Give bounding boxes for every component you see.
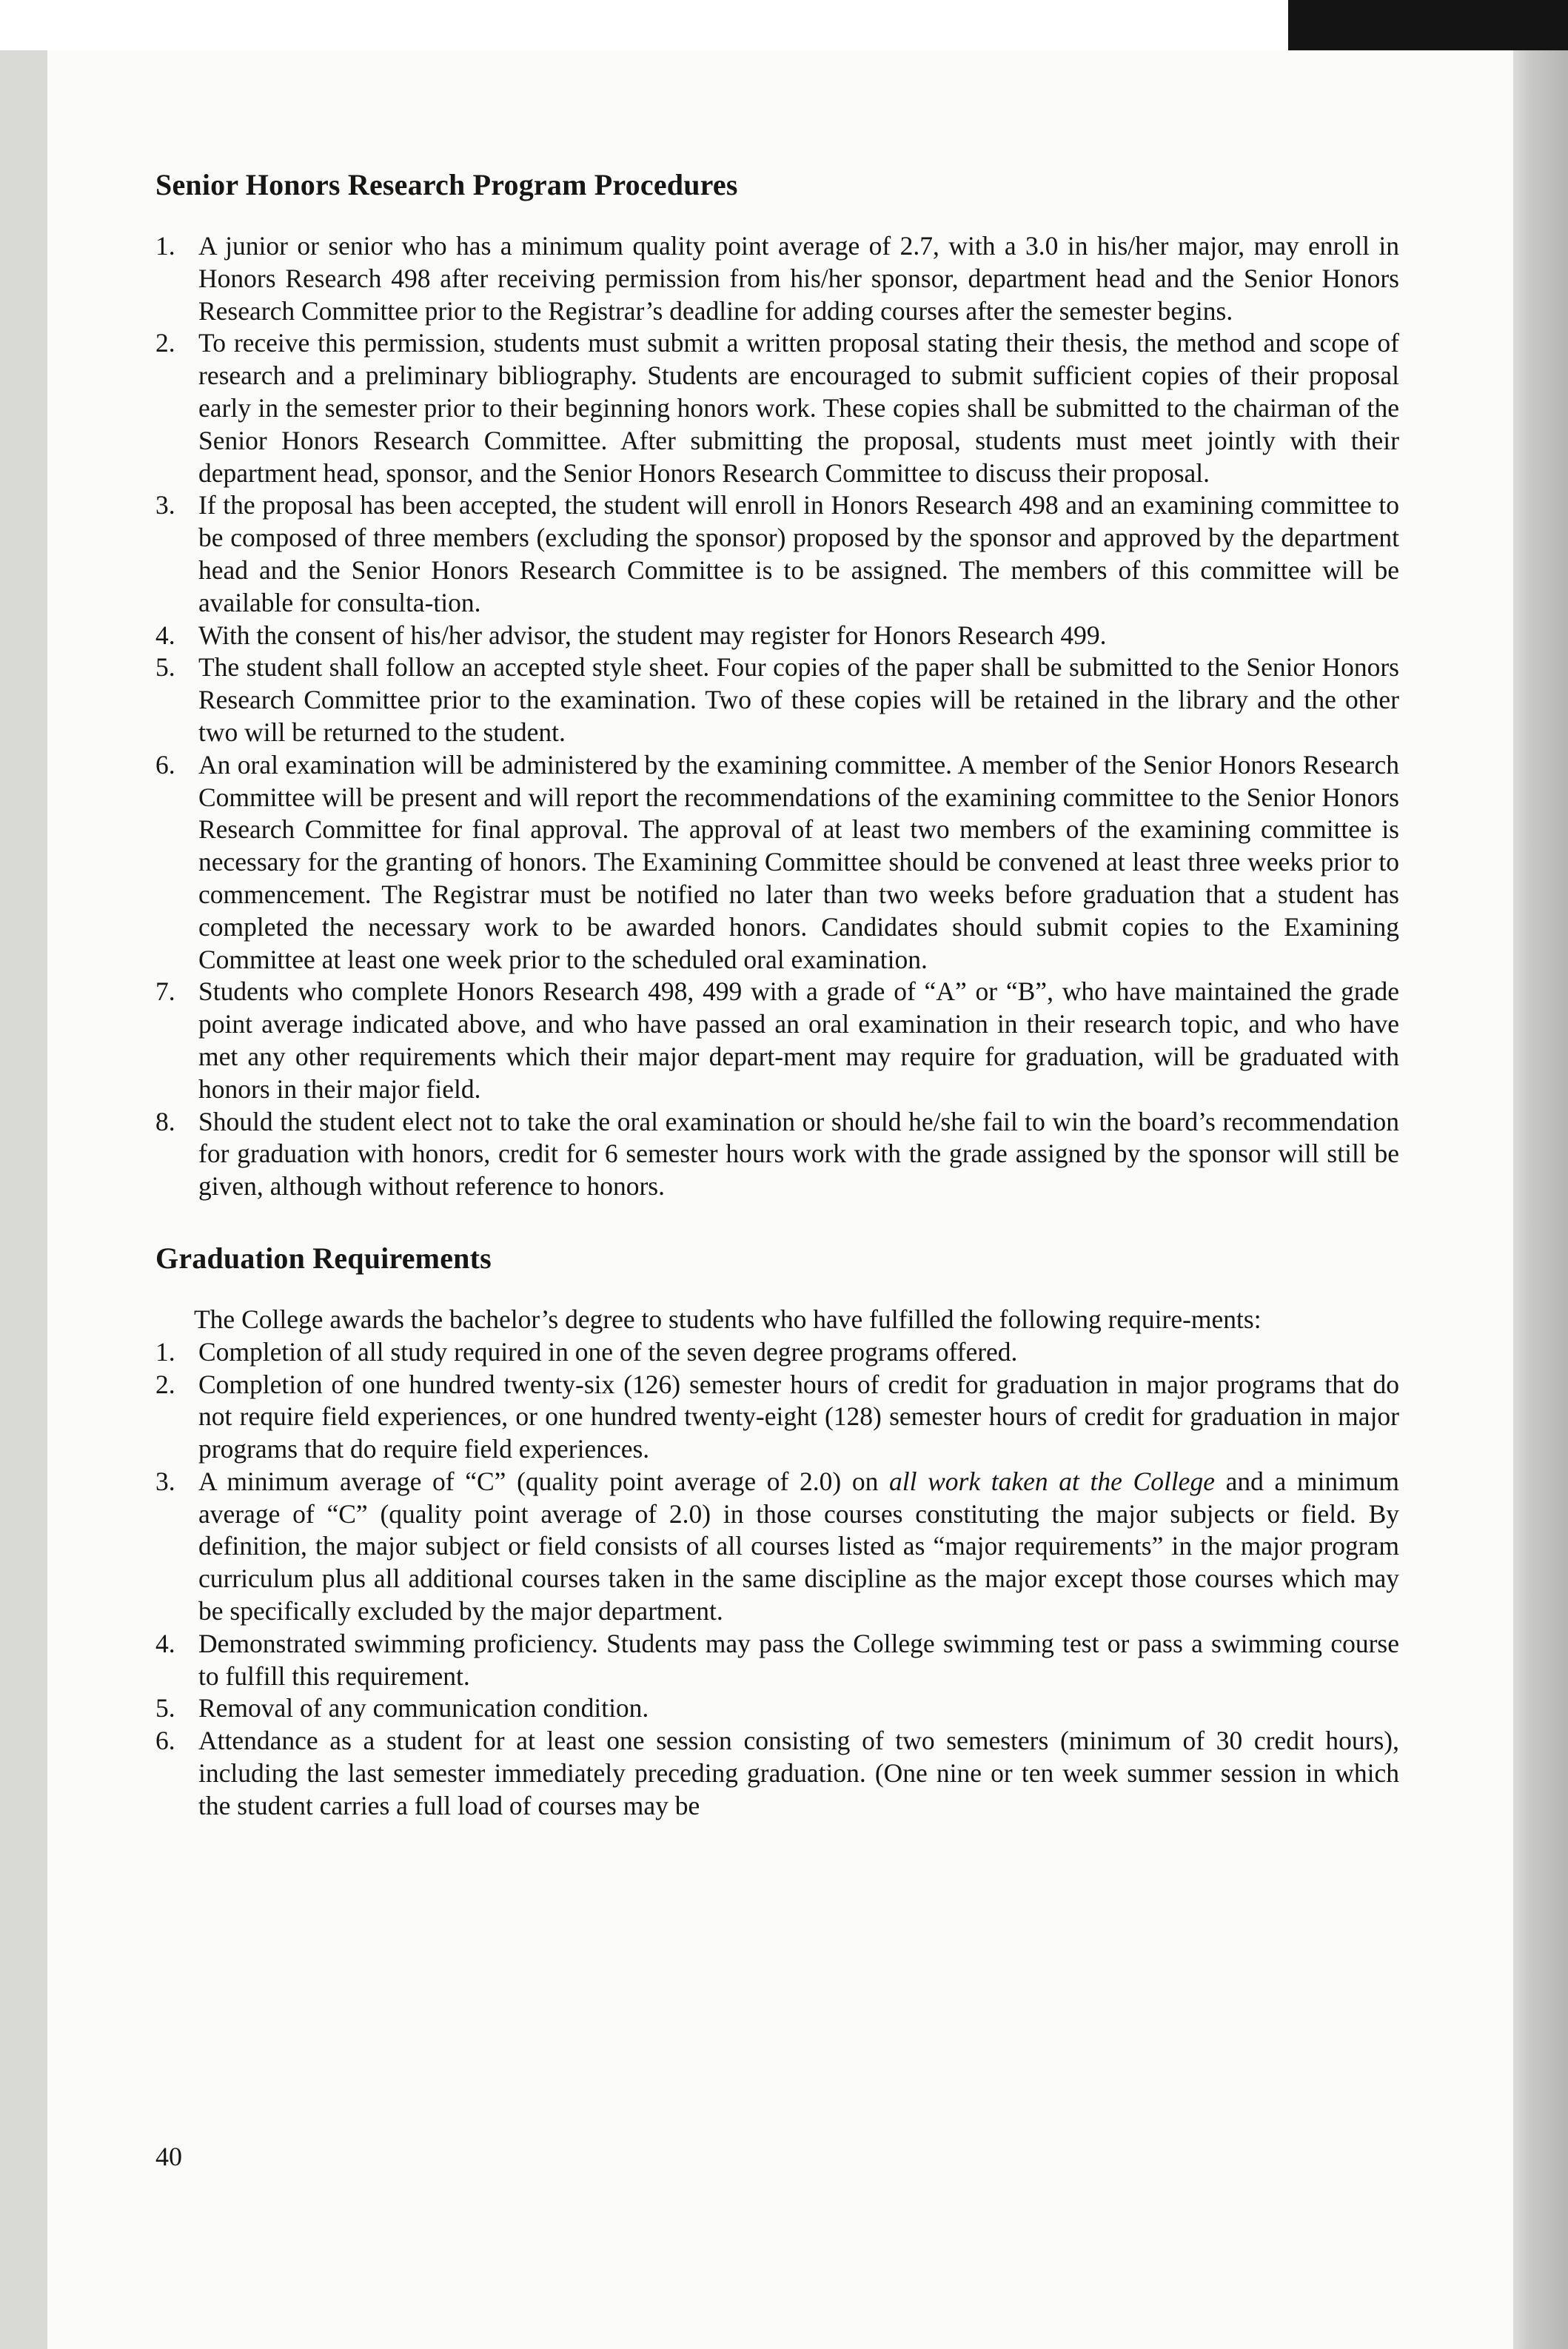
list-item xyxy=(155,230,1399,327)
list-item xyxy=(155,1466,1399,1628)
honors-procedures-list xyxy=(155,230,1399,1203)
list-item xyxy=(155,1628,1399,1693)
section-heading-honors: Senior Honors Research Program Procedures xyxy=(155,168,738,201)
list-item xyxy=(155,1106,1399,1203)
list-item xyxy=(155,651,1399,748)
list-text: Attendance as a student for at least one session consisting of two semesters (minimum of 30 credit hours), including the last semester immediately preceding graduation. (One nine or ten week summer session in which the student carries a full load of courses may be xyxy=(198,1726,1399,1820)
list-item xyxy=(155,327,1399,489)
list-text: If the proposal has been accepted, the student will enroll in Honors Research 498 and an examining committee to be composed of three members (excluding the sponsor) proposed by the sponsor and approved by the department head and the Senior Honors Research Committee is to be assigned. The members of this committee will be available for consulta-tion. xyxy=(198,490,1399,617)
list-item xyxy=(155,976,1399,1105)
list-text-a: A minimum average of “C” (quality point average of 2.0) on xyxy=(198,1466,889,1496)
section-heading-graduation: Graduation Requirements xyxy=(155,1241,492,1275)
list-number: 2. xyxy=(155,1369,175,1399)
list-item xyxy=(155,1336,1399,1369)
list-item xyxy=(155,1692,1399,1725)
list-text-italic: all work taken at the College xyxy=(888,1466,1215,1496)
list-number: 5. xyxy=(155,1693,175,1723)
list-text-b: and a minimum average of “C” (quality point average of 2.0) in those courses constituting the major subjects or field. By definition, the major subject or field consists of all courses listed as “major requirements” in the major program curriculum plus all additional courses taken in the same discipline as the major except those courses which may be specifically excluded by the major department. xyxy=(198,1466,1399,1626)
list-text: With the consent of his/her advisor, the student may register for Honors Research 499. xyxy=(198,620,1107,650)
list-text: Completion of all study required in one of the seven degree programs offered. xyxy=(198,1336,1018,1367)
list-number: 7. xyxy=(155,976,175,1007)
list-item xyxy=(155,1725,1399,1822)
list-number: 4. xyxy=(155,620,175,650)
list-number: 8. xyxy=(155,1106,175,1136)
list-text: Students who complete Honors Research 498, 499 with a grade of “A” or “B”, who have maintained the grade point average indicated above, and who have passed an oral examination in their research topic, and who have met any other requirements which their major depart-ment may require for graduation, will be graduated with honors in their major field. xyxy=(198,976,1399,1104)
list-number: 3. xyxy=(155,1466,175,1496)
list-number: 6. xyxy=(155,1726,175,1756)
list-number: 3. xyxy=(155,490,175,520)
list-item xyxy=(155,749,1399,976)
list-item xyxy=(155,1369,1399,1466)
list-text: Completion of one hundred twenty-six (126) semester hours of credit for graduation in major programs that do not require field experiences, or one hundred twenty-eight (128) semester hours of credit for graduation in major programs that do require field experiences. xyxy=(198,1369,1399,1464)
list-text: Should the student elect not to take the oral examination or should he/she fail to win the board’s recommendation for graduation with honors, credit for 6 semester hours work with the grade assigned by the sponsor will still be given, although without reference to honors. xyxy=(198,1106,1399,1202)
list-item xyxy=(155,620,1399,652)
list-number: 5. xyxy=(155,652,175,683)
list-item xyxy=(155,489,1399,619)
list-text: To receive this permission, students must submit a written proposal stating their thesis, the method and scope of research and a preliminary bibliography. Students are encouraged to submit sufficient copies of their proposal early in the semester prior to their beginning honors work. These copies shall be submitted to the chairman of the Senior Honors Research Committee. After submitting the proposal, students must meet jointly with their department head, sponsor, and the Senior Honors Research Committee to discuss their proposal. xyxy=(198,328,1399,488)
list-number: 1. xyxy=(155,1336,175,1367)
list-number: 1. xyxy=(155,231,175,261)
graduation-requirements-list xyxy=(155,1336,1399,1823)
list-text: A junior or senior who has a minimum quality point average of 2.7, with a 3.0 in his/her major, may enroll in Honors Research 498 after receiving permission from his/her sponsor, department head and the Senior Honors Research Committee prior to the Registrar’s deadline for adding courses after the semester begins. xyxy=(198,231,1399,326)
scan-corner xyxy=(1288,0,1568,50)
list-number: 6. xyxy=(155,749,175,780)
list-text: An oral examination will be administered by the examining committee. A member of the Senior Honors Research Committee will be present and will report the recommendations of the examining committee to the Senior Honors Research Committee for final approval. The approval of at least two members of the examining committee is necessary for the granting of honors. The Examining Committee should be convened at least three weeks prior to commencement. The Registrar must be notified no later than two weeks before graduation that a student has completed the necessary work to be awarded honors. Candidates should submit copies to the Examining Committee at least one week prior to the scheduled oral examination. xyxy=(198,749,1399,974)
list-text: The student shall follow an accepted style sheet. Four copies of the paper shall be submitted to the Senior Honors Research Committee prior to the examination. Two of these copies will be retained in the library and the other two will be returned to the student. xyxy=(198,652,1399,747)
page-number: 40 xyxy=(155,2142,182,2171)
page-content xyxy=(155,167,1399,1823)
list-number: 4. xyxy=(155,1628,175,1658)
graduation-intro: The College awards the bachelor’s degree to students who have fulfilled the following require-ments: xyxy=(194,1304,1262,1334)
list-text: Removal of any communication condition. xyxy=(198,1693,649,1723)
list-text: Demonstrated swimming proficiency. Students may pass the College swimming test or pass a swimming course to fulfill this requirement. xyxy=(198,1628,1399,1691)
list-number: 2. xyxy=(155,328,175,358)
